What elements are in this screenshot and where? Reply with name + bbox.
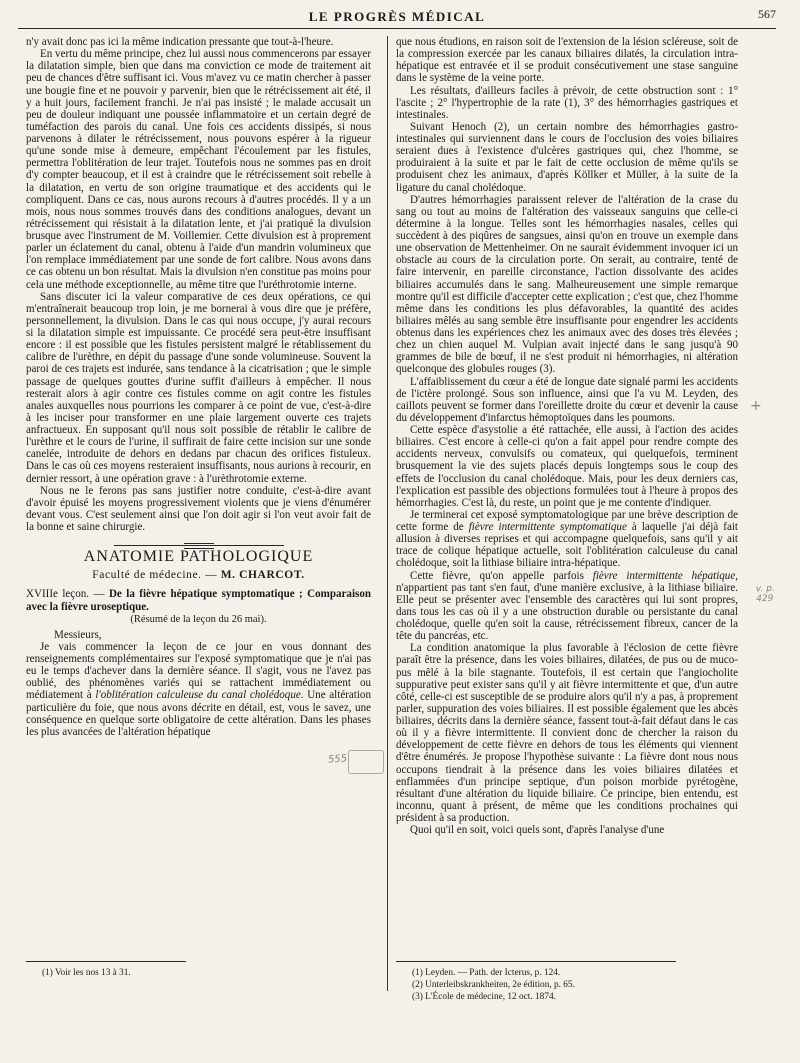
left-column bbox=[26, 36, 371, 738]
right-paragraph-4: D'autres hémorrhagies paraissent relever de l'altération de la crase du sang ou tout au moins de l'altération des vaisseaux sanguins que celle-ci détermine à la longue. Telles sont les hémorrhagies nasales, celles qui succèdent à des piqûres de sangsues, ainsi qu'on en trouve un exemple dans une observation de Mettenheimer. On ne saurait évidemment invoquer ici un obstacle au cours de la circulation porte. On serait, au contraire, tenté de faire intervenir, en pareille circonstance, l'action dissolvante des acides biliaires accumulés dans le sang. Malheureusement une simple remarque montre qu'il est difficile d'accepter cette explication ; c'est que, chez l'homme même dans les conditions les plus défavorables, la quantité des acides biliaires mêlés au sang semble être insuffisante pour engendrer les accidents obtenus dans les expériences chez les animaux avec des doses très élevées ; chez un chien auquel M. Vulpian avait injecté dans le sang jusqu'à 90 grammes de bile de bœuf, il ne s'est produit ni hémorrhagies, ni altération quelconque des globules rouges (3). bbox=[396, 193, 738, 376]
lecture-heading bbox=[26, 588, 371, 612]
left-paragraph-5 bbox=[26, 641, 371, 738]
left-paragraph-4: Nous ne le ferons pas sans justifier notre conduite, c'est-à-dire avant d'avoir épuisé les moyens progressivement violents que je viens d'énumérer devant vous. C'est seulement ainsi que l'on doit agir si l'on veut avoir fait de la bonne et saine chirurgie. bbox=[26, 484, 371, 533]
right-paragraph-8-part-b: , n'appartient pas tant s'en faut, d'une manière exclusive, à la lithiase biliaire. Elle peut se présenter avec l'ensemble des caractères qui lui sont propres, dans tous les cas où il y a une obstruction durable ou persistante du canal cholédoque, quelle qu'en soit la cause, rétrécissement fibreux, cancer de la tête du pancréas, etc. bbox=[396, 569, 738, 643]
lecture-number: XVIIIe leçon. — bbox=[26, 588, 109, 601]
running-head bbox=[18, 6, 776, 29]
right-paragraph-7 bbox=[396, 509, 738, 570]
lecture-title: De la fièvre hépatique symptomatique ; Comparaison avec la fièvre uroseptique. bbox=[26, 588, 371, 613]
right-paragraph-2: Les résultats, d'ailleurs faciles à prévoir, de cette obstruction sont : 1° l'ascite ; 2° l'hypertrophie de la rate (1), 3° des hémorrhagies gastriques et intestinales. bbox=[396, 84, 738, 121]
left-paragraph-5-emphasis: l'oblitération calculeuse du canal cholédoque bbox=[95, 689, 301, 702]
journal-page bbox=[18, 6, 776, 1056]
left-paragraph-5-part-a: Je vais commencer la leçon de ce jour en vous donnant des renseignements complémentaires sur l'exposé symptomatique que je n'ai pas eu le temps d'achever dans la dernière séance. Il s'agit, vous ne l'avez pas oublié, des phénomènes variés qui se rattachent immédiatement ou médiatement à bbox=[26, 640, 371, 702]
right-paragraph-3: Suivant Henoch (2), un certain nombre des hémorrhagies gastro-intestinales qui surviennent dans le cours de l'occlusion des voies biliaires seraient dues à l'existence d'ulcères gastriques qui, chez l'homme, se produiraient à la suite et par le fait de cette occlusion de même qu'ils se produisent chez les animaux, d'après Köllker et Müller, à la suite de la ligature du canal cholédoque. bbox=[396, 120, 738, 194]
footnote-right-2: (2) Unterleibskrankheiten, 2e édition, p. 65. bbox=[412, 980, 575, 990]
margin-page-reference: v. p. 429 bbox=[755, 583, 775, 605]
right-paragraph-7-part-a: Je terminerai cet exposé symptomatologique par une brève description de cette forme de bbox=[396, 508, 738, 533]
right-paragraph-8 bbox=[396, 570, 738, 643]
footnote-right-1: (1) Leyden. — Path. der Icterus, p. 124. bbox=[412, 968, 561, 978]
lecture-summary-note: (Résumé de la leçon du 26 mai). bbox=[130, 613, 267, 625]
page-number: 567 bbox=[758, 7, 776, 21]
margin-cross-mark: + bbox=[750, 398, 762, 414]
column-divider bbox=[387, 36, 388, 991]
right-paragraph-1: que nous étudions, en raison soit de l'extension de la lésion scléreuse, soit de la compression exercée par les canaux biliaires dilatés, la circulation intra-hépatique est entravée et il se produit consécutivement une stase sanguine dans le système de la veine porte. bbox=[396, 36, 738, 85]
right-paragraph-10: Quoi qu'il en soit, voici quels sont, d'après l'analyse d'une bbox=[410, 824, 665, 837]
faculty-line bbox=[26, 569, 371, 581]
right-paragraph-7-emphasis: fièvre intermittente symptomatique bbox=[468, 521, 627, 533]
section-title: ANATOMIE PATHOLOGIQUE bbox=[83, 548, 314, 566]
professor-name: M. CHARCOT. bbox=[220, 569, 305, 582]
left-paragraph-1: n'y avait donc pas ici la même indication pressante que tout-à-l'heure. bbox=[26, 36, 334, 48]
right-paragraph-5: L'affaiblissement du cœur a été de longue date signalé parmi les accidents de l'ictère prolongé. Sous son influence, ainsi que l'a vu M. Leyden, des caillots peuvent se former dans l'oreillette droite du cœur et devenir la cause du développement d'infarctus hémoptoïques dans les poumons. bbox=[396, 375, 738, 424]
faculty-prefix: Faculté de médecine. — bbox=[92, 569, 221, 582]
right-paragraph-8-part-a: Cette fièvre, qu'on appelle parfois bbox=[410, 569, 593, 582]
pencil-stamp-number: 555 bbox=[327, 753, 348, 766]
footnote-left-1: (1) Voir les nos 13 à 31. bbox=[42, 968, 131, 978]
section-separator bbox=[114, 543, 284, 549]
journal-title: LE PROGRÈS MÉDICAL bbox=[308, 9, 486, 24]
left-paragraph-5-part-b: . Une altération particulière du foie, que nous avons décrite en détail, est, vous le savez, une conséquence en quelque sorte obligatoire de cette altération. Dans les phases les plus avancées de l'altération hépatique bbox=[26, 689, 371, 738]
pencil-annotation-box bbox=[348, 750, 384, 774]
left-footnotes bbox=[26, 961, 186, 980]
right-column bbox=[396, 36, 738, 836]
salutation: Messieurs, bbox=[54, 628, 102, 641]
right-paragraph-7-part-b: à laquelle j'ai déjà fait allusion à diverses reprises et qui accompagne quelquefois, sans qu'il y ait trace de colique hépatique actuelle, soit l'oblitération calculeuse du canal cholédoque, soit la lithiase biliaire intra-hépatique. bbox=[396, 521, 739, 570]
left-paragraph-3: Sans discuter ici la valeur comparative de ces deux opérations, ce qui m'entraînerait beaucoup trop loin, je me bornerai à vous dire que je préfère, personnellement, la divulsion. Dans le cas qui nous occupe, j'y aurai recours si la dilatation simple est impuissante. Ce procédé sera peut-être insuffisant encore : il est possible que les fistules persistent malgré le rétablissement du calibre de l'urèthre, en dépit du passage d'une sonde volumineuse. Souvent la paroi de ces trajets est indurée, sans tendance à la cicatrisation ; que le simple passage de quelques gouttes d'urine suffit d'ailleurs à empêcher. Il nous resterait alors à agir contre ces fistules comme on agit contre les fistules anales auxquelles nous pourrions les comparer à ce point de vue, c'est-à-dire à les inciser pour transformer en une plaie largement ouverte ces trajets anfractueux. En supposant qu'il nous soit possible de rétablir le calibre de l'urèthre et le cours de l'urine, il suffirait de faire cette incision sur une sonde canelée, introduite de dehors en dedans par chacun des orifices fistuleux. Dans le cas où ces moyens resteraient insuffisants, nous aurions à recourir, en dernier ressort, à une opération grave : à l'urèthrotomie externe. bbox=[26, 290, 371, 485]
right-paragraph-8-emphasis: fièvre intermittente hépatique bbox=[592, 569, 736, 582]
left-paragraph-2: En vertu du même principe, chez lui aussi nous commencerons par essayer la dilatation simple, bien que dans ma conviction ce mode de traitement ait peu de chances d'être suffisant ici. Vous m'avez vu ce matin chercher à passer une bougie fine et ne pouvoir y parvenir, bien que le rétrécissement ait été, il y a huit jours, facilement franchi. Je n'ai pas insisté ; le malade accusait un peu de douleur indiquant une poussée inflammatoire et un certain degré de tuméfaction des parois du canal. Une fois ces accidents dissipés, si nous parvenons à dilater le rétrécissement, nous pouvons espérer à la rigueur qu'une sonde mise à demeure, empêchant l'écoulement par les fistules, permettra l'oblitération de leur trajet. Toutefois nous ne sommes pas en droit d'y compter beaucoup, et il est à craindre que le rétrécissement soit rebelle à la dilatation, en vertu de son origine traumatique et des accidents qui le compliquent. Dans ce cas, nous aurons recours à d'autres procédés. Il y a un mois, nous nous sommes trouvés dans des conditions analogues, devant un rétrécissement qui résistait à la dilatation lente, et j'ai pratiqué la divulsion brusque avec l'instrument de M. Voillemier. Cette divulsion est à proprement parler un éclatement du canal, obtenu à l'aide d'un mandrin volumineux que l'on remplace immédiatement par une sonde de fort calibre. Nous avons dans ce cas obtenu un bon résultat. Mais la divulsion n'en constitue pas moins pour cela une méthode exceptionnelle, au même titre que l'uréthrotomie interne. bbox=[26, 48, 371, 291]
right-footnotes bbox=[396, 961, 676, 1004]
footnote-right-3: (3) L'École de médecine, 12 oct. 1874. bbox=[412, 992, 556, 1002]
right-paragraph-6: Cette espèce d'asystolie a été rattachée, elle aussi, à l'action des acides biliaires. C'est encore à celle-ci qu'on a fait appel pour rendre compte des accidents nerveux, convulsifs ou comateux, qui quelquefois, terminent brusquement la vie des sujets placés depuis longtemps sous le coup des effets de l'occlusion du canal cholédoque. Mais, pour les deux derniers cas, l'explication est passible des objections formulées tout à l'heure à propos des hémorrhagies. C'est là, du reste, un point que je me contente d'indiquer. bbox=[396, 424, 738, 509]
right-paragraph-9: La condition anatomique la plus favorable à l'éclosion de cette fièvre paraît être la présence, dans les voies biliaires, dilatées, de pus ou de muco-pus mêlé à la bile stagnante. Toutefois, il est certain que l'angiocholite suppurative peut exister sans qu'il y ait fièvre intermittente et que, d'un autre côté, celle-ci est susceptible de se produire alors qu'il n'y a pas, à proprement parler, suppuration des voies biliaires. Il est possible également que les abcès biliaires, décrits dans la dernière séance, fassent tout-à-fait défaut dans le cas où il y a fièvre intermittente. Il convient donc de chercher la raison du développement de cette fièvre en dehors de tous les éléments qui viennent d'être énumérés. Je propose l'hypothèse suivante : La fièvre dont nous nous occupons tiendrait à la présence dans les voies biliaires dilatées et enflammées d'un principe septique, d'un poison morbide pyrétogène, résultant d'une altération du liquide biliaire. Ce principe, bien entendu, est inconnu, quant à présent, de même que les conditions prochaines qui président à sa production. bbox=[396, 642, 738, 824]
